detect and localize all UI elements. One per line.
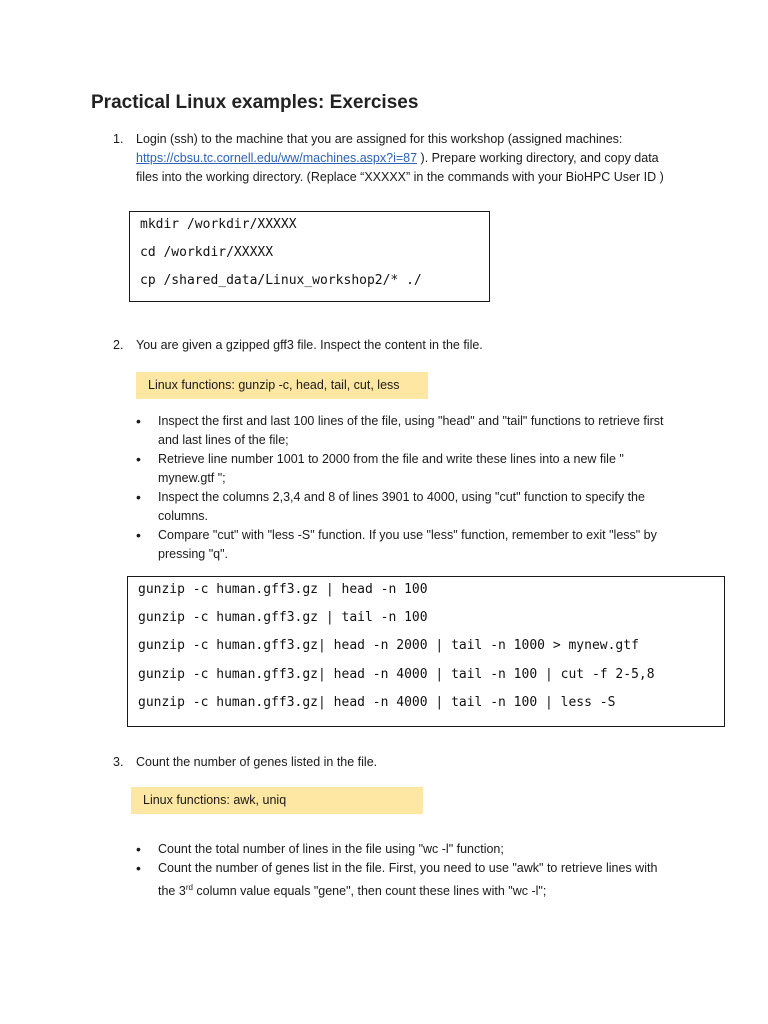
exercise-1-code-block — [129, 211, 490, 302]
exercise-2-text: You are given a gzipped gff3 file. Inspect the content in the file. — [136, 338, 483, 352]
list-item: • Count the total number of lines in the file using "wc -l" function; — [136, 840, 676, 859]
code-line: cp /shared_data/Linux_workshop2/* ./ — [140, 273, 422, 288]
functions-label: Linux functions: — [143, 793, 230, 807]
exercise-1-text-before: Login (ssh) to the machine that you are assigned for this workshop (assigned machines: — [136, 132, 623, 146]
exercise-3-bullet-list — [136, 840, 676, 901]
exercise-3-functions-badge — [131, 787, 423, 814]
exercise-2-number: 2. — [113, 338, 124, 352]
code-line: gunzip -c human.gff3.gz| head -n 4000 | tail -n 100 | less -S — [138, 695, 616, 710]
list-item: • Retrieve line number 1001 to 2000 from the file and write these lines into a new file " mynew.gtf "; — [136, 450, 676, 488]
list-item: • Inspect the first and last 100 lines of the file, using "head" and "tail" functions to retrieve first and last lines of the file; — [136, 412, 676, 450]
page-title: Practical Linux examples: Exercises — [91, 92, 419, 113]
exercise-2-functions-badge — [136, 372, 428, 399]
list-item — [136, 859, 676, 901]
list-item: • Inspect the columns 2,3,4 and 8 of lines 3901 to 4000, using "cut" function to specify the columns. — [136, 488, 676, 526]
code-line: gunzip -c human.gff3.gz| head -n 4000 | tail -n 100 | cut -f 2-5,8 — [138, 667, 655, 682]
code-line: gunzip -c human.gff3.gz | head -n 100 — [138, 582, 428, 597]
code-line: gunzip -c human.gff3.gz| head -n 2000 | tail -n 1000 > mynew.gtf — [138, 638, 639, 653]
code-line: cd /workdir/XXXXX — [140, 245, 274, 260]
exercise-1-text-after: ). Prepare working directory, and copy data files into the working directory. (Replace “XXXXX” in the commands with your BioHPC User ID ) — [136, 151, 664, 184]
bullet-text: column value equals "gene", then count these lines with "wc -l"; — [192, 884, 547, 899]
exercise-2-code-block — [127, 576, 725, 727]
bullet-text: Count the number of genes list in the file. First, you need to use "awk" to retrieve lines with the 3 — [158, 861, 658, 899]
exercise-1-text — [136, 130, 676, 187]
functions-list: awk, uniq — [229, 793, 287, 807]
list-item: • Compare "cut" with "less -S" function. If you use "less" function, remember to exit "less" by pressing "q". — [136, 526, 676, 564]
machines-link[interactable]: https://cbsu.tc.cornell.edu/ww/machines.aspx?i=87 — [136, 151, 418, 165]
functions-label: Linux functions: — [148, 378, 235, 392]
exercise-3-number: 3. — [113, 755, 124, 769]
code-line: mkdir /workdir/XXXXX — [140, 217, 297, 232]
exercise-2-bullet-list — [136, 412, 676, 564]
exercise-3-text: Count the number of genes listed in the file. — [136, 755, 378, 769]
ordinal-suffix: rd — [185, 883, 193, 892]
code-line: gunzip -c human.gff3.gz | tail -n 100 — [138, 610, 428, 625]
exercise-1-number: 1. — [113, 132, 124, 146]
functions-list: gunzip -c, head, tail, cut, less — [234, 378, 400, 392]
